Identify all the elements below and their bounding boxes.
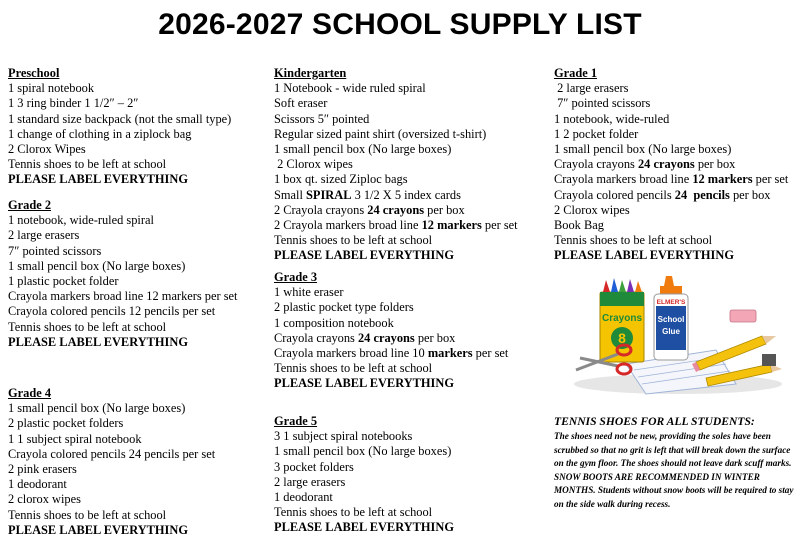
list-item: 2 clorox wipes bbox=[8, 492, 81, 507]
page-title: 2026-2027 SCHOOL SUPPLY LIST bbox=[158, 8, 642, 41]
list-item: 1 change of clothing in a ziplock bag bbox=[8, 126, 192, 141]
label-notice: PLEASE LABEL EVERYTHING bbox=[274, 520, 454, 535]
list-item: 2 Clorox wipes bbox=[274, 157, 353, 172]
list-item bbox=[274, 188, 518, 203]
list-item: Crayola colored pencils 24 pencils per set bbox=[8, 446, 216, 461]
list-item: 2 Clorox Wipes bbox=[8, 142, 86, 157]
section-heading: Grade 3 bbox=[274, 270, 318, 284]
list-item: 1 plastic pocket folder bbox=[8, 274, 119, 289]
section-heading: Kindergarten bbox=[274, 66, 347, 80]
list-item: 2 large erasers bbox=[554, 81, 629, 96]
eraser bbox=[730, 310, 756, 322]
item-emphasis: 24 pencils bbox=[674, 187, 730, 202]
section-grade-5 bbox=[274, 414, 454, 536]
list-item: Tennis shoes to be left at school bbox=[8, 157, 167, 172]
list-item: Tennis shoes to be left at school bbox=[274, 233, 433, 248]
list-item: 1 small pencil box (No large boxes) bbox=[8, 258, 186, 273]
list-item: Tennis shoes to be left at school bbox=[8, 507, 167, 522]
list-item: Tennis shoes to be left at school bbox=[274, 361, 433, 376]
item-text: Crayola markers broad line 10 bbox=[274, 346, 428, 361]
list-item bbox=[274, 346, 508, 361]
list-item: 1 notebook, wide-ruled bbox=[554, 111, 670, 126]
list-item bbox=[554, 188, 788, 203]
item-emphasis: markers bbox=[427, 346, 473, 361]
section-grade-4 bbox=[8, 386, 215, 538]
item-emphasis: 12 markers bbox=[692, 172, 753, 187]
item-text: Small bbox=[274, 187, 307, 202]
item-emphasis: 12 markers bbox=[421, 218, 482, 233]
label-notice: PLEASE LABEL EVERYTHING bbox=[274, 248, 454, 263]
tennis-shoes-note bbox=[554, 415, 794, 512]
list-item: 1 3 ring binder 1 1/2″ – 2″ bbox=[8, 96, 139, 111]
label-notice: PLEASE LABEL EVERYTHING bbox=[274, 376, 454, 391]
list-item: 1 small pencil box (No large boxes) bbox=[274, 444, 452, 459]
list-item bbox=[274, 203, 518, 218]
section-kindergarten bbox=[274, 66, 518, 264]
tennis-note-title: TENNIS SHOES FOR ALL STUDENTS: bbox=[554, 415, 755, 428]
list-item: 2 large erasers bbox=[8, 228, 80, 243]
list-item: Book Bag bbox=[554, 218, 604, 233]
list-item bbox=[274, 331, 508, 346]
crayon-box bbox=[600, 278, 644, 362]
item-text: 2 Crayola crayons bbox=[274, 202, 368, 217]
list-item: 7″ pointed scissors bbox=[554, 96, 651, 111]
section-grade-3 bbox=[274, 270, 508, 392]
list-item: Tennis shoes to be left at school bbox=[554, 233, 713, 248]
list-item: 2 Clorox wipes bbox=[554, 202, 630, 217]
school-supplies-image bbox=[566, 266, 790, 398]
list-item: Tennis shoes to be left at school bbox=[8, 319, 167, 334]
crayons-box-number: 8 bbox=[618, 330, 626, 346]
list-item bbox=[274, 218, 518, 233]
item-text: Crayola crayons bbox=[274, 330, 358, 345]
item-text: per box bbox=[729, 187, 771, 202]
item-text: Crayola crayons bbox=[554, 157, 638, 172]
list-item: 2 plastic pocket folders bbox=[8, 416, 124, 431]
label-notice: PLEASE LABEL EVERYTHING bbox=[8, 522, 188, 537]
list-item: 7″ pointed scissors bbox=[8, 243, 102, 258]
item-emphasis: 24 crayons bbox=[637, 157, 695, 172]
list-item: Tennis shoes to be left at school bbox=[274, 505, 433, 520]
list-item: 1 1 subject spiral notebook bbox=[8, 431, 142, 446]
list-item: 1 composition notebook bbox=[274, 315, 394, 330]
item-emphasis: SPIRAL bbox=[306, 187, 352, 202]
glue-brand: ELMER'S bbox=[656, 299, 686, 306]
item-text: per box bbox=[694, 157, 736, 172]
item-text: per box bbox=[414, 330, 456, 345]
list-item: 3 1 subject spiral notebooks bbox=[274, 429, 413, 444]
label-notice: PLEASE LABEL EVERYTHING bbox=[8, 334, 188, 349]
list-item: 1 standard size backpack (not the small type) bbox=[8, 111, 232, 126]
item-text: 3 1/2 X 5 index cards bbox=[351, 187, 461, 202]
list-item: 1 small pencil box (No large boxes) bbox=[554, 142, 732, 157]
list-item: 1 box qt. sized Ziploc bags bbox=[274, 172, 408, 187]
list-item: 2 pink erasers bbox=[8, 462, 77, 477]
item-text: 2 Crayola markers broad line bbox=[274, 218, 422, 233]
list-item: 1 white eraser bbox=[274, 285, 344, 300]
list-item: 1 spiral notebook bbox=[8, 81, 95, 96]
label-notice: PLEASE LABEL EVERYTHING bbox=[554, 248, 734, 263]
school-supplies-illustration bbox=[566, 266, 790, 398]
label-notice: PLEASE LABEL EVERYTHING bbox=[8, 172, 188, 187]
section-heading: Grade 4 bbox=[8, 386, 52, 400]
list-item: 1 Notebook - wide ruled spiral bbox=[274, 81, 426, 96]
item-emphasis: 24 crayons bbox=[357, 330, 415, 345]
item-text: Crayola colored pencils bbox=[554, 187, 675, 202]
section-preschool bbox=[8, 66, 231, 188]
item-text: per box bbox=[424, 202, 465, 217]
item-text: Crayola markers broad line bbox=[554, 172, 693, 187]
list-item: 3 pocket folders bbox=[274, 459, 354, 474]
list-item: 1 notebook, wide-ruled spiral bbox=[8, 213, 154, 228]
list-item: 2 plastic pocket type folders bbox=[274, 300, 414, 315]
glue-label-glue: Glue bbox=[662, 327, 680, 336]
list-item: Regular sized paint shirt (oversized t-shirt) bbox=[274, 126, 487, 141]
list-item: 1 small pencil box (No large boxes) bbox=[8, 401, 186, 416]
section-grade-2 bbox=[8, 198, 238, 350]
list-item: 2 large erasers bbox=[274, 474, 346, 489]
tennis-note-body: The shoes need not be new, providing the soles have been scrubbed so that no grit is left that will break down the surface on the gym floor. The shoes should not leave dark scuff marks. SNOW BOOTS ARE RECOMMENDED IN WINTER MONTHS. Students without snow boots will be required to stay on the side walk during recess. bbox=[554, 431, 794, 509]
item-text: per set bbox=[472, 346, 509, 361]
list-item bbox=[554, 172, 788, 187]
section-heading: Grade 5 bbox=[274, 414, 318, 428]
item-emphasis: 24 crayons bbox=[367, 202, 425, 217]
item-text: per set bbox=[481, 218, 518, 233]
item-text: per set bbox=[752, 172, 789, 187]
glue-bottle bbox=[654, 276, 688, 360]
list-item: 1 deodorant bbox=[274, 490, 333, 505]
list-item: 1 2 pocket folder bbox=[554, 126, 639, 141]
section-heading: Grade 1 bbox=[554, 66, 598, 80]
section-heading: Preschool bbox=[8, 66, 60, 80]
list-item: 1 deodorant bbox=[8, 477, 67, 492]
list-item: Crayola colored pencils 12 pencils per set bbox=[8, 304, 216, 319]
list-item bbox=[554, 157, 788, 172]
crayons-box-label: Crayons bbox=[601, 313, 643, 324]
pencil-sharpener bbox=[762, 354, 776, 366]
list-item: Soft eraser bbox=[274, 96, 328, 111]
list-item: 1 small pencil box (No large boxes) bbox=[274, 142, 452, 157]
section-heading: Grade 2 bbox=[8, 198, 52, 212]
list-item: Crayola markers broad line 12 markers per set bbox=[8, 289, 238, 304]
section-grade-1 bbox=[554, 66, 788, 264]
list-item: Scissors 5″ pointed bbox=[274, 111, 370, 126]
glue-label-school: School bbox=[657, 315, 685, 324]
